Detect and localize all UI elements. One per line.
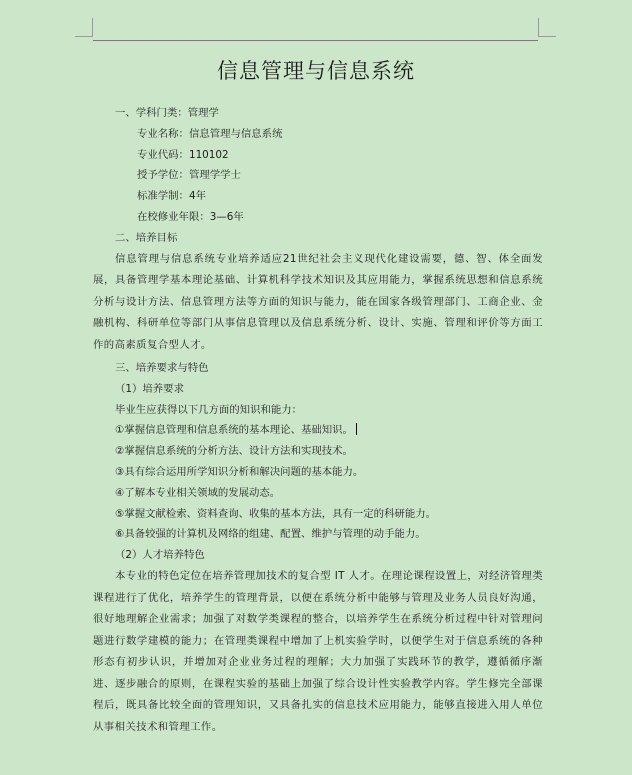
subheading-features: （2）人才培养特色 bbox=[115, 549, 205, 562]
requirement-item-1 bbox=[93, 420, 543, 441]
requirement-item-6: ⑥具备较强的计算机及网络的组建、配置、维护与管理的动手能力。 bbox=[115, 528, 426, 541]
subheading-requirements: （1）培养要求 bbox=[115, 382, 184, 395]
info-study-years: 在校修业年限：3—6年 bbox=[137, 210, 244, 223]
requirement-item-3: ③具有综合运用所学知识分析和解决问题的基本能力。 bbox=[115, 466, 364, 479]
info-duration: 标准学制：4年 bbox=[137, 190, 206, 203]
crop-mark-top-right bbox=[538, 18, 539, 36]
requirements-intro: 毕业生应获得以下几方面的知识和能力： bbox=[115, 403, 303, 416]
document-body[interactable] bbox=[93, 103, 543, 738]
section-heading-objectives: 二、培养目标 bbox=[115, 231, 178, 244]
text-cursor bbox=[356, 423, 358, 435]
crop-mark-top-right-horizontal bbox=[538, 36, 556, 37]
requirement-text: ①掌握信息管理和信息系统的基本理论、基础知识。 bbox=[115, 424, 353, 437]
document-title: 信息管理与信息系统 bbox=[217, 59, 415, 83]
requirement-item-4: ④了解本专业相关领域的发展动态。 bbox=[115, 486, 281, 499]
section-heading-requirements: 三、培养要求与特色 bbox=[115, 362, 209, 375]
crop-mark-top-left bbox=[92, 18, 93, 36]
features-paragraph: 本专业的特色定位在培养管理加技术的复合型 IT 人才。在理论课程设置上，对经济管理类课程进行了优化，培养学生的管理背景，以便在系统分析中能够与管理及业务人员良好沟通，很好地理解企业需求；加强了对数学类课程的整合，以培养学生在系统分析过程中针对管理问题进行数学建模的能力；在管理类课程中增加了上机实验学时，以便学生对于信息系统的各种形态有初步认识，并增加对企业业务过程的理解；大力加强了实践环节的教学，遵循循序渐进、逐步融合的原则，在课程实验的基础上加强了综合设计性实验教学内容。学生修完全部课程后，既具备比较全面的管理知识，又具备扎实的信息技术应用能力，能够直接进入用人单位从事相关技术和管理工作。 bbox=[93, 570, 543, 733]
section-heading-discipline: 一、学科门类：管理学 bbox=[115, 107, 219, 119]
info-major-name: 专业名称：信息管理与信息系统 bbox=[137, 127, 283, 140]
info-major-code: 专业代码：110102 bbox=[137, 148, 229, 161]
crop-mark-top-left-horizontal bbox=[75, 36, 93, 37]
requirement-item-2: ②掌握信息系统的分析方法、设计方法和实现技术。 bbox=[115, 445, 353, 458]
requirement-item-5: ⑤掌握文献检索、资料查询、收集的基本方法，具有一定的科研能力。 bbox=[115, 507, 437, 520]
header-rule bbox=[93, 40, 538, 41]
info-degree: 授予学位：管理学学士 bbox=[137, 169, 241, 182]
objectives-paragraph: 信息管理与信息系统专业培养适应21世纪社会主义现代化建设需要，德、智、体全面发展，具备管理学基本理论基础、计算机科学技术知识及其应用能力，掌握系统思想和信息系统分析与设计方法、信息管理方法等方面的知识与能力，能在国家各级管理部门、工商企业、金融机构、科研单位等部门从事信息管理以及信息系统分析、设计、实施、管理和评价等方面工作的高素质复合型人才。 bbox=[93, 252, 543, 351]
